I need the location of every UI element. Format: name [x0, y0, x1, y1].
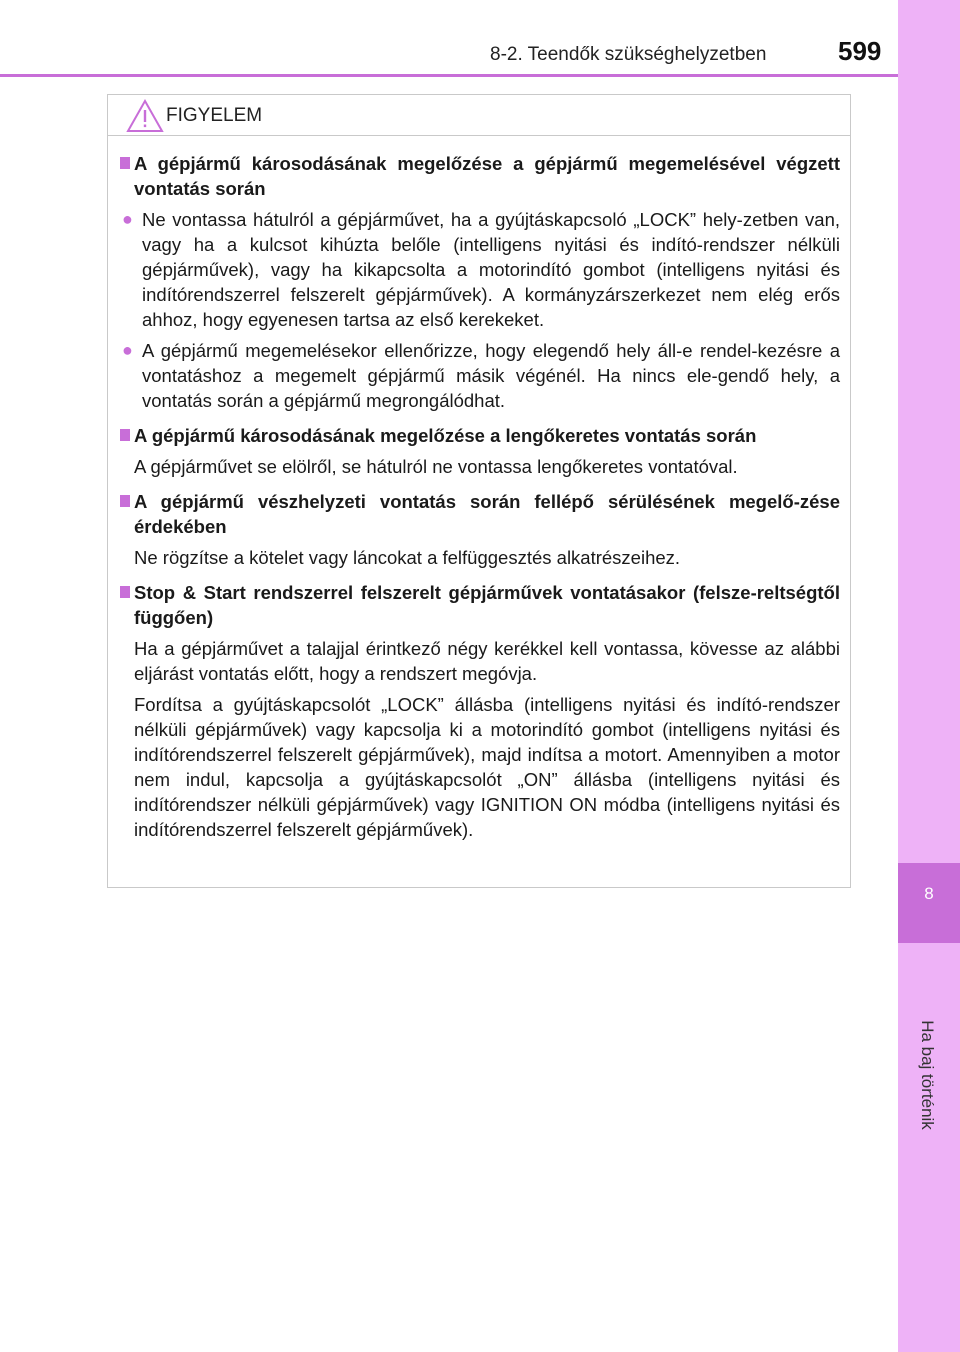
paragraph: Ne rögzítse a kötelet vagy láncokat a felfüggesztés alkatrészeihez.	[134, 547, 681, 568]
chapter-title	[896, 1005, 958, 1145]
paragraph: Ha a gépjárművet a talajjal érintkező négy kerékkel kell vontassa, kövesse az alábbi eljárást vontatás előtt, hogy a rendszert megóvja.	[134, 638, 840, 684]
section-heading: A gépjármű károsodásának megelőzése a gépjármű megemelésével végzett vontatás során	[120, 151, 840, 201]
chapter-title-text: Ha baj történik	[918, 1020, 937, 1130]
section-heading: A gépjármű károsodásának megelőzése a lengőkeretes vontatás során	[120, 423, 840, 448]
section-title: 8-2. Teendők szükséghelyzetben	[490, 44, 767, 65]
warning-section	[120, 151, 840, 413]
chapter-side-tab	[898, 0, 960, 1352]
section-heading: A gépjármű vészhelyzeti vontatás során fellépő sérülésének megelő-zése érdekében	[120, 489, 840, 539]
chapter-number: 8	[924, 884, 934, 903]
page-number: 599	[838, 36, 882, 66]
square-bullet-icon	[120, 586, 134, 598]
list-item: ● A gépjármű megemelésekor ellenőrizze, hogy elegendő hely áll-e rendel-kezésre a vontatáshoz a megemelt gépjármű másik végénél. Ha nincs ele-gendő hely, a vontatás során a gépjármű megrongálódhat.	[122, 340, 840, 411]
round-bullet-icon: ●	[122, 340, 133, 360]
warning-box	[107, 94, 851, 888]
square-bullet-icon	[120, 495, 134, 507]
paragraph: Fordítsa a gyújtáskapcsolót „LOCK” állásba (intelligens nyitási és indító-rendszer nélküli gépjárművek) vagy kapcsolja ki a motorindító gombot (intelligens nyitási és indítórendszerrel felszerelt gépjárművek), majd indítsa a motort. Amennyiben a motor nem indul, kapcsolja a gyújtáskapcsolót „ON” állásba (intelligens nyitási és indítórendszer nélküli gépjárművek) vagy IGNITION ON módba (intelligens nyitási és indítórendszerrel felszerelt gépjárművek).	[134, 694, 840, 840]
square-bullet-icon	[120, 157, 134, 169]
paragraph: A gépjárművet se elölről, se hátulról ne vontassa lengőkeretes vontatóval.	[134, 456, 738, 477]
round-bullet-icon: ●	[122, 209, 133, 229]
list-item: ● Ne vontassa hátulról a gépjárművet, ha a gyújtáskapcsoló „LOCK” hely-zetben van, vagy ha a kulcsot kihúzta belőle (intelligens nyitási és indító-rendszer nélküli gépjárművek), vagy ha kikapcsolta a motorindító gombot (intelligens nyitási és indítórendszerrel felszerelt gépjárművek). A kormányzárszerkezet nem elég erős ahhoz, hogy egyenesen tartsa az első kerekeket.	[122, 209, 840, 330]
warning-triangle-icon	[126, 99, 164, 133]
warning-section	[120, 423, 840, 479]
warning-section	[120, 489, 840, 570]
square-bullet-icon	[120, 429, 134, 441]
header-rule	[0, 74, 898, 77]
section-heading: Stop & Start rendszerrel felszerelt gépjárművek vontatásakor (felsze-reltségtől függően)	[120, 580, 840, 630]
warning-section	[120, 580, 840, 842]
warning-title: FIGYELEM	[166, 105, 263, 126]
warning-header	[108, 95, 850, 136]
warning-body	[108, 136, 850, 842]
